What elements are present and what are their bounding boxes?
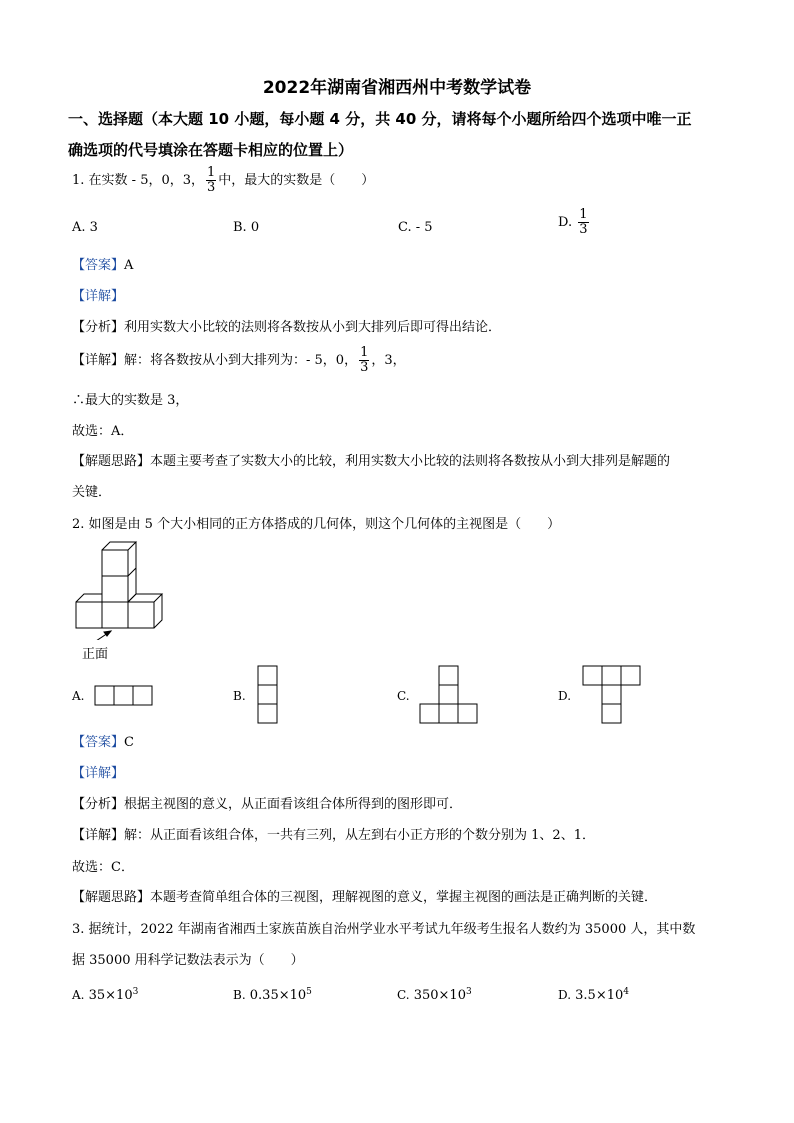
square [258,704,277,723]
q2-option-c-figure [418,664,480,726]
idea-label: 【解题思路】 [72,890,151,905]
q2-option-d-figure [581,664,643,726]
square [439,685,458,704]
idea-label: 【解题思路】 [72,454,151,469]
square [602,666,621,685]
analysis-label: 【分析】 [72,320,125,335]
option-base: 0.35×10 [249,988,307,1003]
q1-stem-tail: 中，最大的实数是（ ） [218,173,375,188]
q1-detail-label: 【详解】 [72,289,125,304]
page-title: 2022年湖南省湘西州中考数学试卷 [262,78,532,98]
option-exponent: 5 [306,987,312,997]
option-base: 3.5×10 [575,988,624,1003]
solution-text: 解：从正面看该组合体，一共有三列，从左到右小正方形的个数分别为 1、2、1． [124,828,595,843]
option-base: 35×10 [88,988,133,1003]
option-label: B. [233,988,246,1002]
q1-idea [72,453,670,470]
option-exponent: 3 [465,987,472,997]
q1-option-b: B. 0 [233,220,260,235]
q2-option-a-label: A. [72,689,85,703]
cube-top-edge [128,594,162,602]
cube-side-edge [128,542,136,576]
solution-text: 解：将各数按从小到大排列为：- 5，0， [124,353,358,368]
solution-label: 【详解】 [72,353,125,368]
q1-option-c: C. - 5 [398,220,433,235]
square [602,704,621,723]
q2-option-c-label: C. [397,689,410,703]
q1-stem-text: 1. 在实数 - 5，0，3， [72,173,205,188]
q2-option-d-label: D. [558,689,572,703]
cube-face [102,550,128,576]
q2-option-b-figure [256,664,280,726]
fraction-numerator: 1 [207,165,216,180]
q2-cube-figure [70,538,175,640]
q1-option-d [558,208,591,237]
q1-idea-line2: 关键． [72,485,112,500]
cube-face [76,602,102,628]
fraction-numerator: 1 [360,345,369,360]
square [439,666,458,685]
q2-front-label: 正面 [82,647,109,662]
option-label: D. [558,988,572,1002]
q2-idea [72,889,657,906]
q1-solution-fraction [359,346,369,375]
square [458,704,477,723]
analysis-text: 利用实数大小比较的法则将各数按从小到大排列后即可得出结论． [124,320,502,335]
fraction-denominator: 3 [207,180,216,195]
q3-stem-line2: 据 35000 用科学记数法表示为（ ） [72,953,304,968]
idea-text: 本题主要考查了实数大小的比较，利用实数大小比较的法则将各数按从小到大排列是解题的 [150,454,671,469]
q1-solution [72,346,406,375]
section-heading-line1: 一、选择题（本大题 10 小题，每小题 4 分，共 40 分，请将每个小题所给四个选项中唯一正 [68,110,692,128]
q3-option-c [397,984,472,1004]
option-label: A. [72,988,85,1002]
square [602,685,621,704]
q3-option-d [558,984,629,1004]
q1-option-a: A. 3 [72,220,98,235]
q2-option-a-figure [94,684,156,708]
q1-option-d-label: D. [558,215,573,230]
cube-side-edge [128,568,136,602]
answer-label: 【答案】 [72,735,125,750]
q1-option-d-fraction [578,208,588,237]
answer-value: A [124,258,134,273]
q2-solution [72,827,595,844]
square [133,686,152,705]
analysis-label: 【分析】 [72,797,125,812]
q1-answer [72,257,133,274]
q3-stem-line1: 3. 据统计，2022 年湖南省湘西土家族苗族自治州学业水平考试九年级考生报名人数约为 35000 人，其中数 [72,922,696,937]
square [621,666,640,685]
q2-detail-label: 【详解】 [72,766,125,781]
option-exponent: 4 [623,987,629,997]
q2-analysis [72,796,462,813]
cube-face [102,602,128,628]
q2-stem: 2. 如图是由 5 个大小相同的正方体搭成的几何体，则这个几何体的主视图是（ ） [72,517,561,532]
square [258,666,277,685]
q2-choose: 故选：C． [72,860,134,875]
analysis-text: 根据主视图的意义，从正面看该组合体所得到的图形即可． [124,797,463,812]
solution-tail: ，3， [371,353,406,368]
option-base: 350×10 [413,988,466,1003]
option-label: C. [397,988,410,1002]
square [114,686,133,705]
square [420,704,439,723]
cube-top-edge [76,594,102,602]
section-heading-line2: 确选项的代号填涂在答题卡相应的位置上） [68,141,354,159]
square [95,686,114,705]
q1-therefore: ∴最大的实数是 3， [72,393,189,408]
q1-analysis [72,319,501,336]
square [583,666,602,685]
answer-label: 【答案】 [72,258,125,273]
q2-answer [72,734,134,751]
q3-option-b [233,984,312,1004]
fraction-numerator: 1 [579,207,588,222]
q1-stem [72,166,374,195]
fraction-denominator: 3 [579,222,588,237]
solution-label: 【详解】 [72,828,125,843]
fraction-denominator: 3 [360,360,369,375]
q1-choose: 故选：A． [72,424,134,439]
cube-face [128,602,154,628]
q1-stem-fraction [206,166,216,195]
option-exponent: 3 [132,987,139,997]
q2-option-b-label: B. [233,689,246,703]
idea-text: 本题考查简单组合体的三视图，理解视图的意义，掌握主视图的画法是正确判断的关键． [150,890,658,905]
answer-value: C [124,735,134,750]
square [258,685,277,704]
cube-side-edge [154,594,162,628]
cube-top-edge [102,542,136,550]
q3-option-a [72,984,138,1004]
cube-face [102,576,128,602]
square [439,704,458,723]
